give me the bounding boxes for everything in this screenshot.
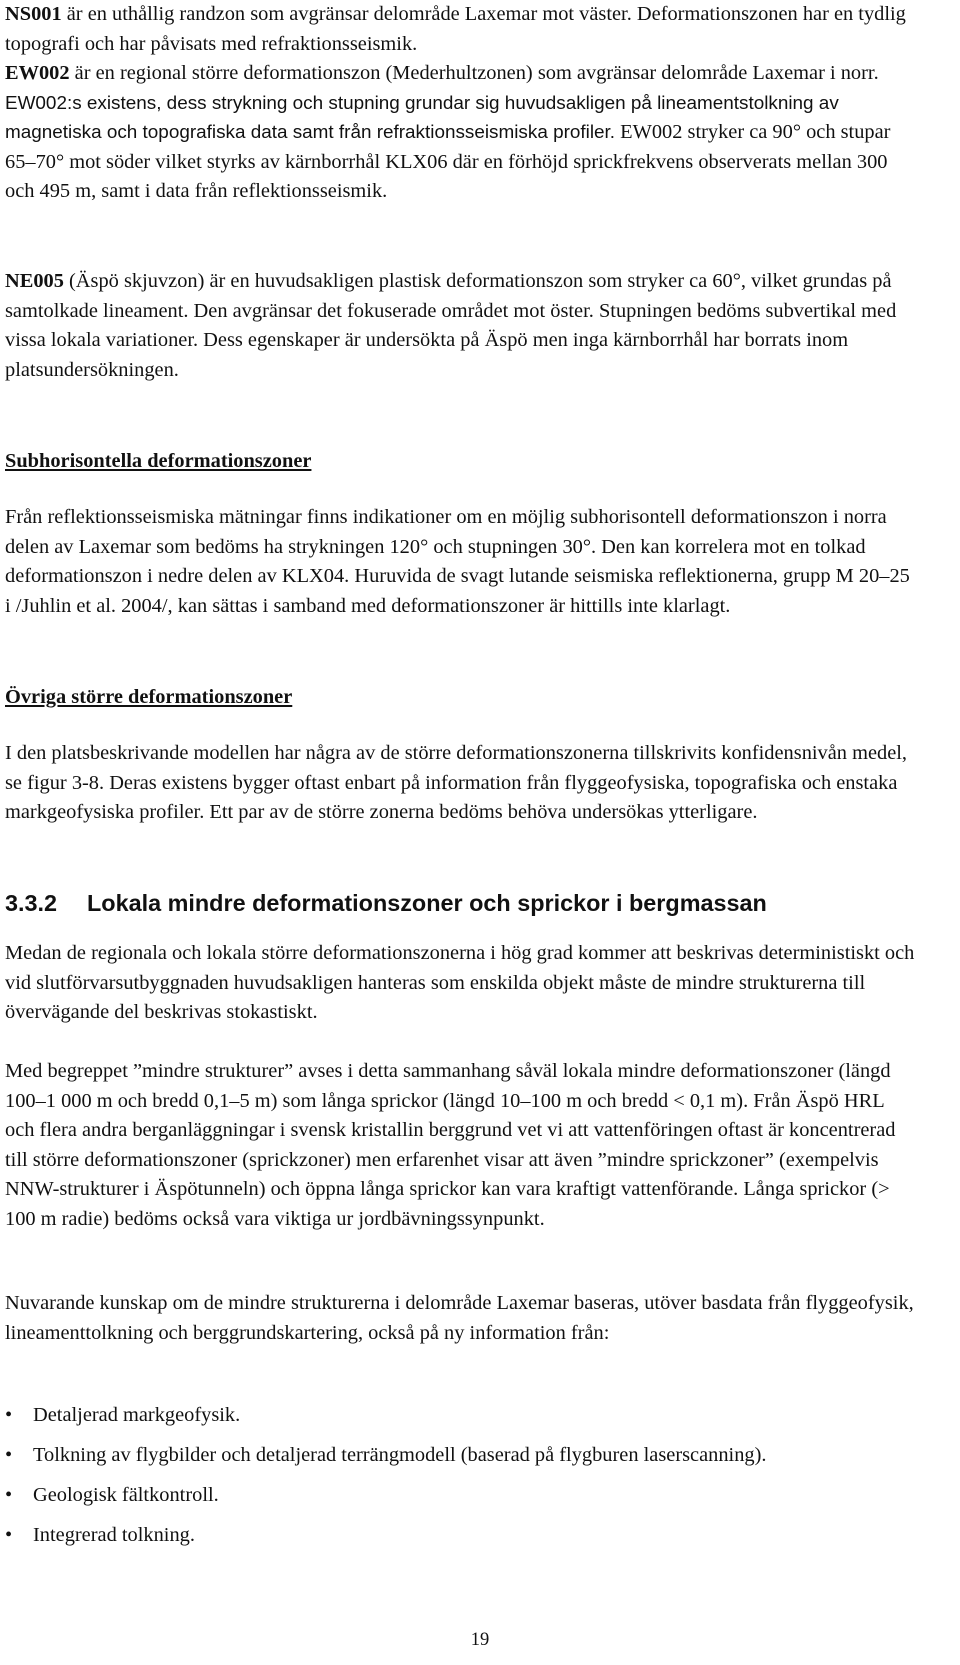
zone-term-ne005: NE005	[5, 270, 64, 292]
list-item-text: Tolkning av flygbilder och detaljerad terrängmodell (baserad på flygburen laserscanning).	[33, 1444, 767, 1466]
heading-subhorisontella: Subhorisontella deformationszoner	[5, 450, 312, 472]
paragraph-ne005	[5, 267, 916, 385]
paragraph-begreppet: Med begreppet ”mindre strukturer” avses i detta sammanhang såväl lokala mindre deformationszoner (längd 100–1 000 m och bredd 0,1–5 m) som långa sprickor (längd 10–100 m och bredd < 0,1 m). Från Äspö HRL och flera andra berganläggningar i svensk kristallin berggrund vet vi att vattenföringen oftast är koncentrerad till större deformationszoner (sprickzoner) men erfarenhet visar att även ”mindre sprickzoner” (exempelvis NNW-strukturer i Äspötunneln) och öppna långa sprickor kan vara kraftigt vattenförande. Långa sprickor (> 100 m radie) bedöms också vara viktiga ur jordbävningssynpunkt.	[5, 1060, 896, 1230]
list-item	[5, 1401, 935, 1441]
list-item	[5, 1481, 935, 1521]
list-item	[5, 1441, 935, 1481]
section-title: Lokala mindre deformationszoner och sprickor i bergmassan	[87, 890, 767, 916]
page-number: 19	[470, 1630, 490, 1650]
paragraph-ew002-text-b: EW002 stryker ca 90° och stupar 65–70° mot söder vilket styrks av kärnborrhål KLX06 där en förhöjd sprickfrekvens observerats mellan 300 och 495 m, samt i data från reflektionsseismik.	[5, 121, 891, 203]
zone-term-ew002: EW002	[5, 62, 70, 84]
paragraph-nuvarande: Nuvarande kunskap om de mindre strukturerna i delområde Laxemar baseras, utöver basdata från flyggeofysik, lineamenttolkning och berggrundskartering, också på ny information från:	[5, 1292, 914, 1344]
paragraph-ew002	[5, 59, 916, 207]
paragraph-ns001	[5, 0, 916, 59]
section-heading-3-3-2	[5, 888, 916, 918]
list-item-text: Detaljerad markgeofysik.	[33, 1404, 241, 1426]
bullet-icon: •	[5, 1484, 13, 1506]
heading-ovriga: Övriga större deformationszoner	[5, 686, 293, 708]
zone-term-ns001: NS001	[5, 3, 62, 25]
list-item-text: Geologisk fältkontroll.	[33, 1484, 219, 1506]
paragraph-ne005-text: (Äspö skjuvzon) är en huvudsakligen plastisk deformationszon som stryker ca 60°, vilket grundas på samtolkade lineament. Den avgränsar det fokuserade området mot öster. Stupningen bedöms subvertikal med vissa lokala variationer. Dess egenskaper är undersökta på Äspö men inga kärnborrhål har borrats inom platsundersökningen.	[5, 270, 897, 381]
paragraph-ew002-text-a: är en regional större deformationszon (Mederhultzonen) som avgränsar delområde Laxemar i norr.	[69, 62, 879, 84]
paragraph-subhorisontella: Från reflektionsseismiska mätningar finns indikationer om en möjlig subhorisontell deformationszon i norra delen av Laxemar som bedöms ha strykningen 120° och stupningen 30°. Den kan korrelera mot en tolkad deformationszon i nedre delen av KLX04. Huruvida de svagt lutande seismiska reflektionerna, grupp M 20–25 i /Juhlin et al. 2004/, kan sättas i samband med deformationszoner är hittills inte klarlagt.	[5, 506, 910, 617]
list-item-text: Integrerad tolkning.	[33, 1524, 195, 1546]
bullet-icon: •	[5, 1444, 13, 1466]
bullet-list	[5, 1401, 935, 1561]
paragraph-ovriga: I den platsbeskrivande modellen har några av de större deformationszonerna tillskrivits konfidensnivån medel, se figur 3-8. Deras existens bygger oftast enbart på information från flyggeofysiska, topografiska och enstaka markgeofysiska profiler. Ett par av de större zonerna bedöms behöva undersökas ytterligare.	[5, 742, 908, 824]
paragraph-medan: Medan de regionala och lokala större deformationszonerna i hög grad kommer att beskrivas deterministiskt och vid slutförvarsutbyggnaden huvudsakligen hanteras som enskilda objekt måste de mindre strukturerna till övervägande del beskrivas stokastiskt.	[5, 942, 915, 1024]
bullet-icon: •	[5, 1404, 13, 1426]
bullet-icon: •	[5, 1524, 13, 1546]
paragraph-ew002-text-sans: EW002:s existens, dess strykning och stupning grundar sig huvudsakligen på lineamentstolkning av magnetiska och topografiska data samt från refraktionsseismiska profiler.	[5, 92, 839, 144]
paragraph-ns001-text: är en uthållig randzon som avgränsar delområde Laxemar mot väster. Deformationszonen har en tydlig topografi och har påvisats med refraktionsseismik.	[5, 3, 906, 55]
list-item	[5, 1521, 935, 1561]
section-number: 3.3.2	[5, 890, 58, 916]
